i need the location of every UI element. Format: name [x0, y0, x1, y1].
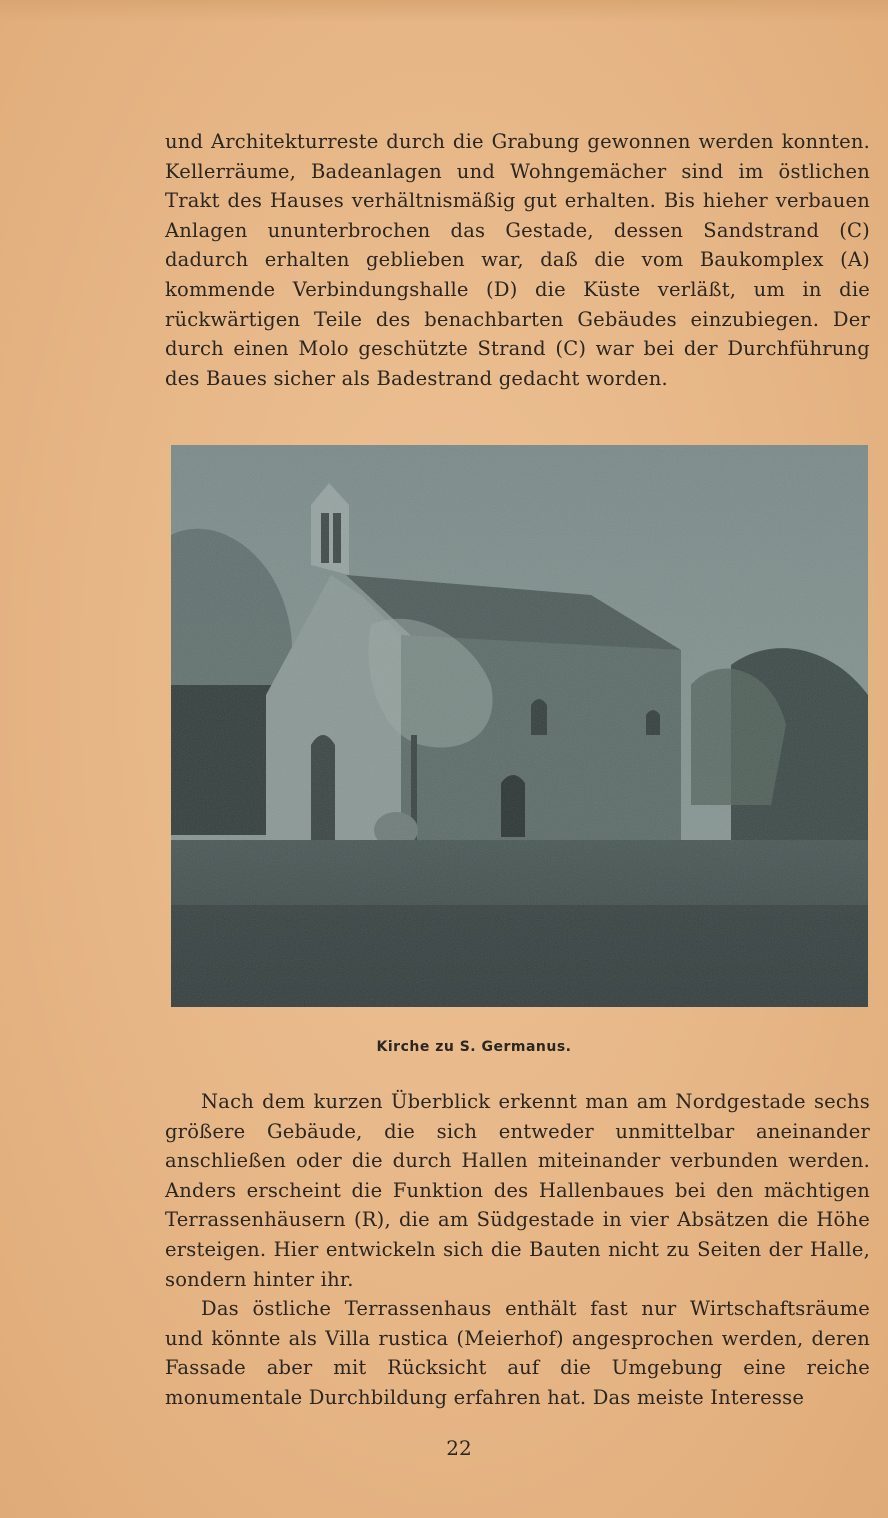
paragraph-top: und Architekturreste durch die Grabung gewonnen werden konnten. Kellerräume, Badeanlagen und Wohngemächer sind im östlichen Trakt des Hauses verhältnismäßig gut erhalten. Bis hieher verbauen Anlagen ununterbrochen das Gestade, dessen Sandstrand (C) dadurch erhalten geblieben war, daß die vom Baukomplex (A) kommende Verbindungshalle (D) die Küste verläßt, um in die rückwärtigen Teile des benachbarten Gebäudes einzubiegen. Der durch einen Molo geschützte Strand (C) war bei der Durchführung des Baues sicher als Badestrand gedacht worden.: [165, 130, 870, 390]
paragraph-bottom-1: Nach dem kurzen Überblick erkennt man am Nordgestade sechs größere Gebäude, die sich entweder unmittelbar aneinander anschließen oder die durch Hallen miteinander verbunden werden. Anders erscheint die Funktion des Hallenbaues bei den mächtigen Terrassenhäusern (R), die am Südgestade in vier Absätzen die Höhe ersteigen. Hier entwickeln sich die Bauten nicht zu Seiten der Halle, sondern hinter ihr.: [165, 1090, 870, 1291]
page-top-edge: [0, 0, 888, 22]
page-number: 22: [446, 1436, 472, 1460]
top-text-block: [165, 127, 870, 393]
photo-caption: Kirche zu S. Germanus.: [376, 1039, 572, 1055]
paragraph-bottom-2: Das östliche Terrassenhaus enthält fast nur Wirtschaftsräume und könnte als Villa rustica (Meierhof) angesprochen werden, deren Fassade aber mit Rücksicht auf die Umgebung eine reiche monumentale Durchbildung erfahren hat. Das meiste Interesse: [165, 1297, 870, 1409]
bottom-text-block: [165, 1087, 870, 1413]
church-photo-illustration: [171, 445, 868, 1007]
church-photograph: [171, 445, 868, 1007]
